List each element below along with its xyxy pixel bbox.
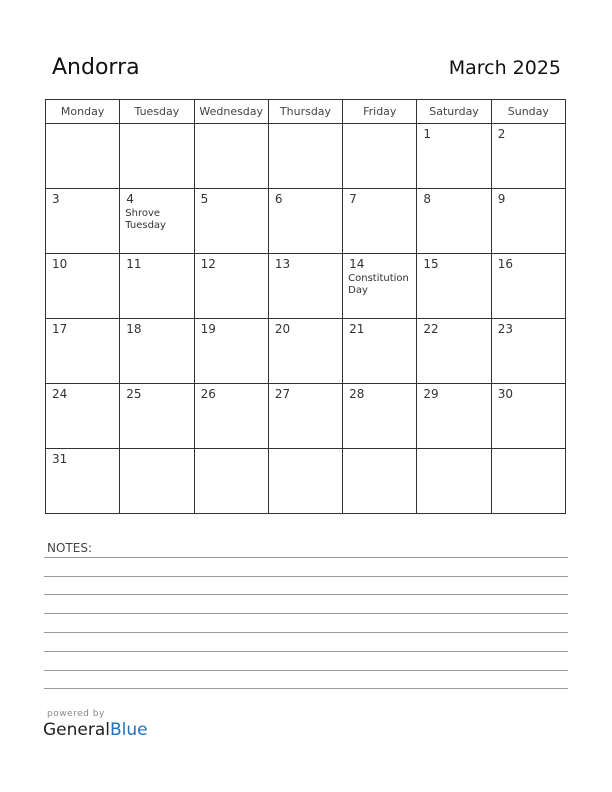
notes-line <box>44 576 568 577</box>
weekday-tuesday: Tuesday <box>120 100 194 124</box>
day-number: 31 <box>52 452 68 466</box>
day-cell <box>194 319 268 384</box>
day-number: 30 <box>497 387 513 401</box>
day-number: 28 <box>349 387 365 401</box>
day-cell <box>343 189 417 254</box>
day-cell <box>46 124 120 189</box>
notes-line <box>44 557 568 558</box>
day-cell <box>194 384 268 449</box>
brand-logo <box>43 720 148 740</box>
day-cell <box>120 384 194 449</box>
weekday-header-row <box>46 100 566 124</box>
day-number: 8 <box>423 192 432 206</box>
day-cell <box>491 254 565 319</box>
day-cell <box>343 449 417 514</box>
brand-general: General <box>43 720 110 740</box>
day-number: 4 <box>126 192 134 206</box>
day-number: 5 <box>200 192 209 206</box>
day-number: 7 <box>349 192 357 206</box>
day-number: 6 <box>274 192 283 206</box>
day-cell <box>343 124 417 189</box>
holiday-label: Constitution Day <box>348 273 409 296</box>
powered-by-text: powered by <box>47 709 105 719</box>
notes-line <box>44 651 568 652</box>
calendar-grid <box>45 99 566 514</box>
notes-line <box>44 688 568 689</box>
weekday-wednesday: Wednesday <box>194 100 268 124</box>
day-number: 18 <box>126 322 142 336</box>
notes-label: NOTES: <box>47 541 92 555</box>
day-cell <box>417 189 491 254</box>
notes-line <box>44 670 568 671</box>
day-cell <box>268 124 342 189</box>
day-cell <box>491 384 565 449</box>
day-cell <box>120 449 194 514</box>
weekday-sunday: Sunday <box>491 100 565 124</box>
day-cell <box>120 254 194 319</box>
day-cell <box>194 254 268 319</box>
day-cell <box>268 254 342 319</box>
day-number: 16 <box>497 257 513 271</box>
weekday-friday: Friday <box>343 100 417 124</box>
day-cell <box>194 189 268 254</box>
day-cell <box>46 254 120 319</box>
day-number: 11 <box>126 257 142 271</box>
day-number: 25 <box>126 387 142 401</box>
day-cell <box>491 449 565 514</box>
day-cell <box>491 319 565 384</box>
day-cell <box>120 189 194 254</box>
day-cell <box>417 319 491 384</box>
day-number: 1 <box>423 127 432 141</box>
weekday-thursday: Thursday <box>268 100 342 124</box>
day-number: 15 <box>423 257 439 271</box>
day-cell <box>417 124 491 189</box>
day-cell <box>417 254 491 319</box>
notes-line <box>44 594 568 595</box>
day-number: 10 <box>52 257 68 271</box>
day-cell <box>120 124 194 189</box>
day-number: 27 <box>274 387 291 401</box>
country-title: Andorra <box>52 55 140 80</box>
notes-line <box>44 613 568 614</box>
week-row <box>46 254 566 319</box>
day-cell <box>417 384 491 449</box>
day-number: 29 <box>423 387 439 401</box>
day-number: 22 <box>423 322 439 336</box>
day-number: 26 <box>200 387 216 401</box>
week-row <box>46 189 566 254</box>
day-cell <box>194 124 268 189</box>
day-number: 14 <box>349 257 365 271</box>
day-cell <box>417 449 491 514</box>
day-number: 21 <box>349 322 365 336</box>
day-cell <box>491 124 565 189</box>
day-cell <box>46 449 120 514</box>
day-cell <box>120 319 194 384</box>
day-number: 24 <box>52 387 68 401</box>
day-number: 2 <box>497 127 506 141</box>
week-row <box>46 124 566 189</box>
week-row <box>46 449 566 514</box>
day-number: 20 <box>274 322 291 336</box>
day-cell <box>268 449 342 514</box>
weekday-monday: Monday <box>46 100 120 124</box>
day-cell <box>343 254 417 319</box>
day-cell <box>268 319 342 384</box>
weekday-saturday: Saturday <box>417 100 491 124</box>
day-number: 13 <box>274 257 291 271</box>
day-cell <box>268 189 342 254</box>
day-number: 9 <box>497 192 506 206</box>
week-row <box>46 384 566 449</box>
week-row <box>46 319 566 384</box>
day-cell <box>268 384 342 449</box>
day-number: 23 <box>497 322 513 336</box>
month-title: March 2025 <box>448 57 561 79</box>
day-cell <box>46 189 120 254</box>
holiday-label: Shrove Tuesday <box>125 208 166 231</box>
day-number: 3 <box>52 192 60 206</box>
day-cell <box>46 384 120 449</box>
day-cell <box>46 319 120 384</box>
day-cell <box>194 449 268 514</box>
day-cell <box>491 189 565 254</box>
day-cell <box>343 319 417 384</box>
day-number: 19 <box>200 322 216 336</box>
notes-line <box>44 632 568 633</box>
day-cell <box>343 384 417 449</box>
brand-blue: Blue <box>110 720 148 740</box>
day-number: 12 <box>200 257 216 271</box>
day-number: 17 <box>52 322 68 336</box>
